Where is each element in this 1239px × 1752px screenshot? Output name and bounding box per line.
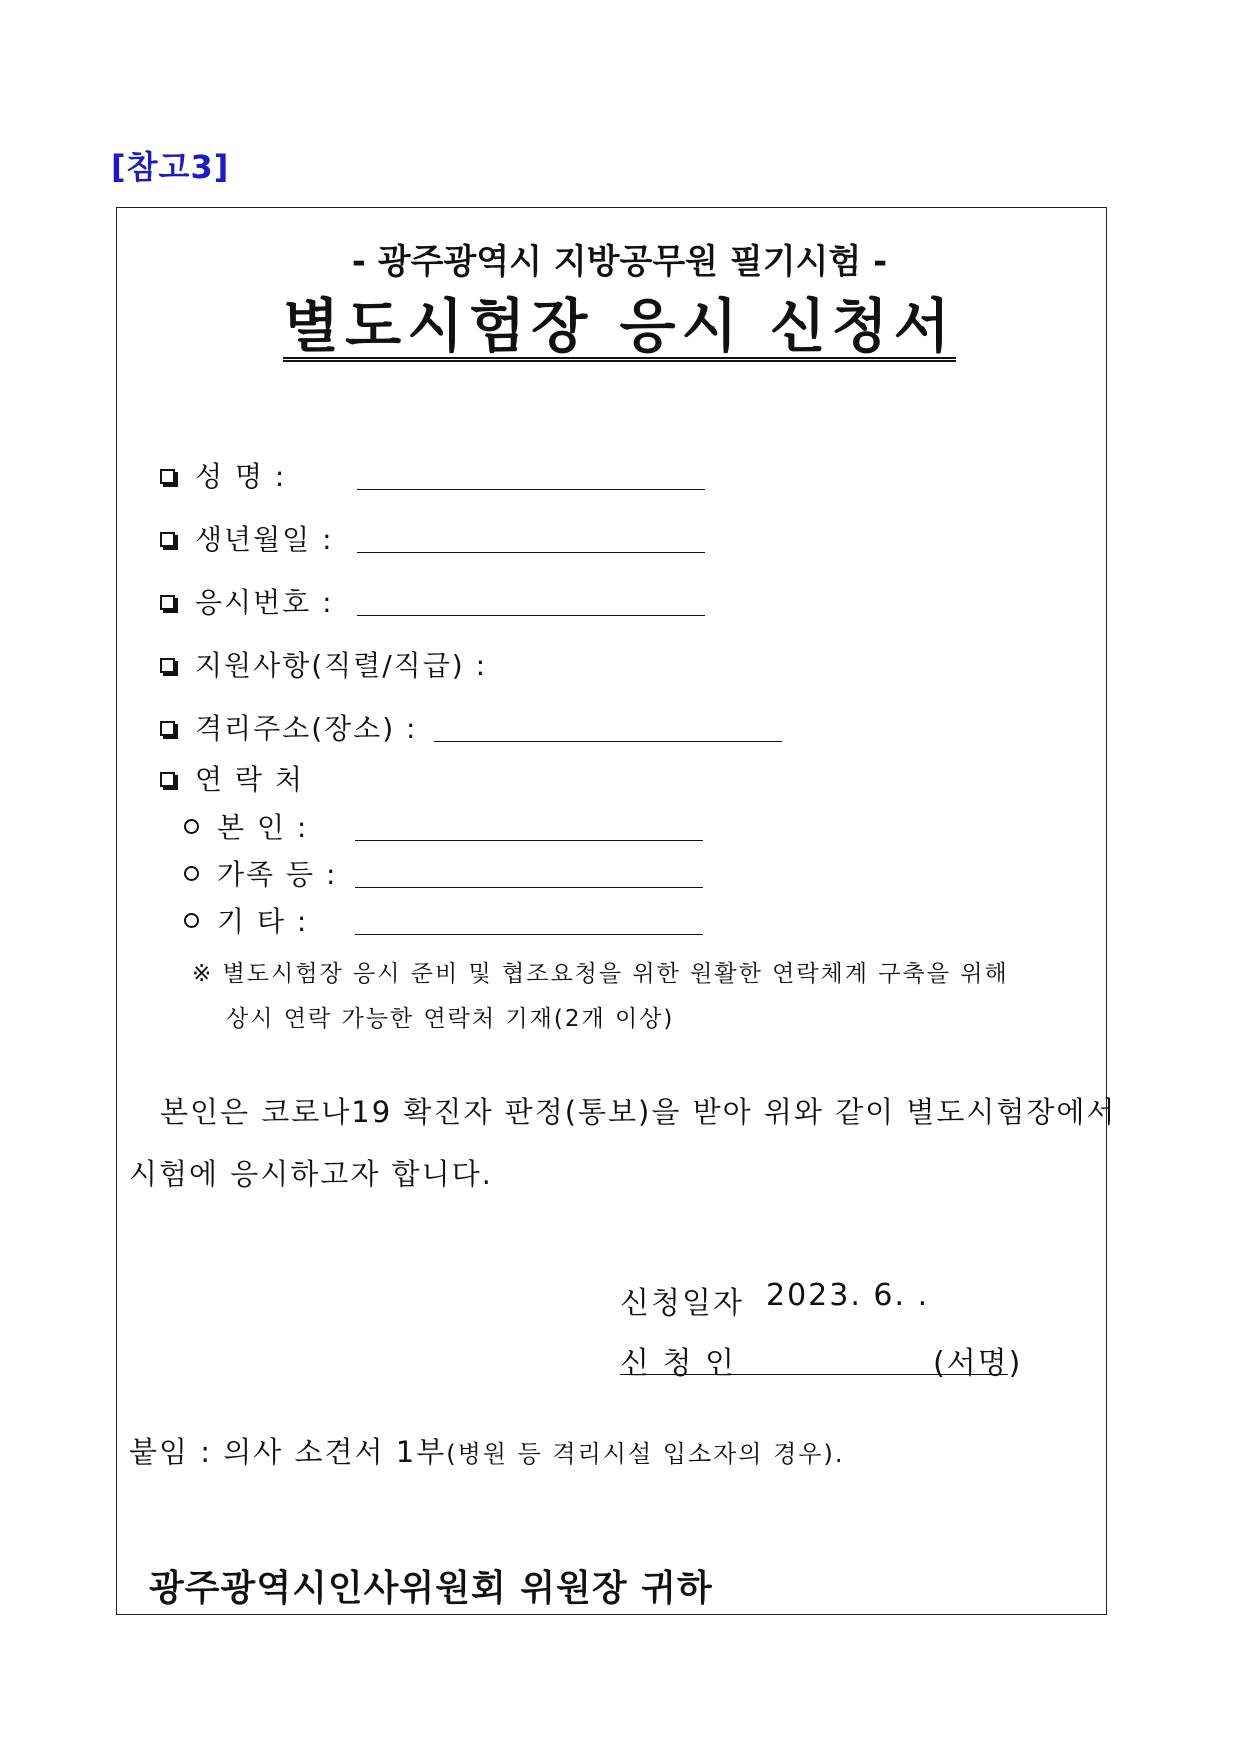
field-exam-number <box>160 581 334 621</box>
circle-bullet-icon <box>184 913 199 928</box>
contact-other-line[interactable] <box>355 934 703 935</box>
field-birth <box>160 518 334 558</box>
signature-label: (서명) <box>933 1346 1023 1381</box>
attachment-main: 붙임 : 의사 소견서 1부 <box>129 1435 447 1469</box>
form-title-text: 별도시험장 응시 신청서 <box>283 292 956 360</box>
circle-bullet-icon <box>184 866 199 881</box>
contact-other-label: 기 타 : <box>217 905 309 938</box>
field-birth-label: 생년월일 : <box>195 523 334 556</box>
checkbox-square-icon <box>160 721 175 736</box>
field-contact-label: 연 락 처 <box>195 763 304 796</box>
statement-line2: 시험에 응시하고자 합니다. <box>129 1157 493 1191</box>
checkbox-square-icon <box>160 469 175 484</box>
field-birth-line[interactable] <box>357 552 705 553</box>
field-contact <box>160 758 304 798</box>
field-exam-number-label: 응시번호 : <box>195 586 334 619</box>
form-title <box>0 292 1239 362</box>
applicant-label: 신 청 인 <box>620 1346 737 1381</box>
field-applied-for <box>160 644 487 684</box>
attachment <box>129 1430 844 1471</box>
field-applied-for-label: 지원사항(직렬/직급) : <box>195 649 488 682</box>
field-isolation-address-label: 격리주소(장소) : <box>195 712 418 745</box>
contact-other <box>184 900 308 940</box>
checkbox-square-icon <box>160 658 175 673</box>
contact-self <box>184 806 308 846</box>
reference-label: [참고3] <box>111 148 230 186</box>
field-isolation-address-line[interactable] <box>434 741 782 742</box>
contact-family-line[interactable] <box>355 887 703 888</box>
circle-bullet-icon <box>184 819 199 834</box>
checkbox-square-icon <box>160 595 175 610</box>
field-name-line[interactable] <box>357 489 705 490</box>
contact-note-line1: ※ 별도시험장 응시 준비 및 협조요청을 위한 원활한 연락체계 구축을 위해 <box>192 961 1009 987</box>
field-name-label: 성 명 : <box>195 460 287 493</box>
field-name <box>160 455 286 495</box>
field-isolation-address <box>160 707 417 747</box>
checkbox-square-icon <box>160 532 175 547</box>
recipient: 광주광역시인사위원회 위원장 귀하 <box>149 1568 713 1609</box>
checkbox-square-icon <box>160 772 175 787</box>
contact-self-label: 본 인 : <box>217 811 309 844</box>
application-date-value: 2023. 6. . <box>766 1278 930 1313</box>
applicant-signature-line[interactable] <box>620 1374 1008 1375</box>
contact-family <box>184 853 337 893</box>
attachment-detail: (병원 등 격리시설 입소자의 경우). <box>446 1440 845 1468</box>
application-date-label: 신청일자 <box>620 1286 744 1321</box>
contact-note-line2: 상시 연락 가능한 연락처 기재(2개 이상) <box>226 1006 675 1032</box>
contact-family-label: 가족 등 : <box>217 858 338 891</box>
field-exam-number-line[interactable] <box>357 615 705 616</box>
form-subtitle: - 광주광역시 지방공무원 필기시험 - <box>351 242 888 282</box>
statement-line1: 본인은 코로나19 확진자 판정(통보)을 받아 위와 같이 별도시험장에서 <box>160 1095 1117 1129</box>
contact-self-line[interactable] <box>355 840 703 841</box>
